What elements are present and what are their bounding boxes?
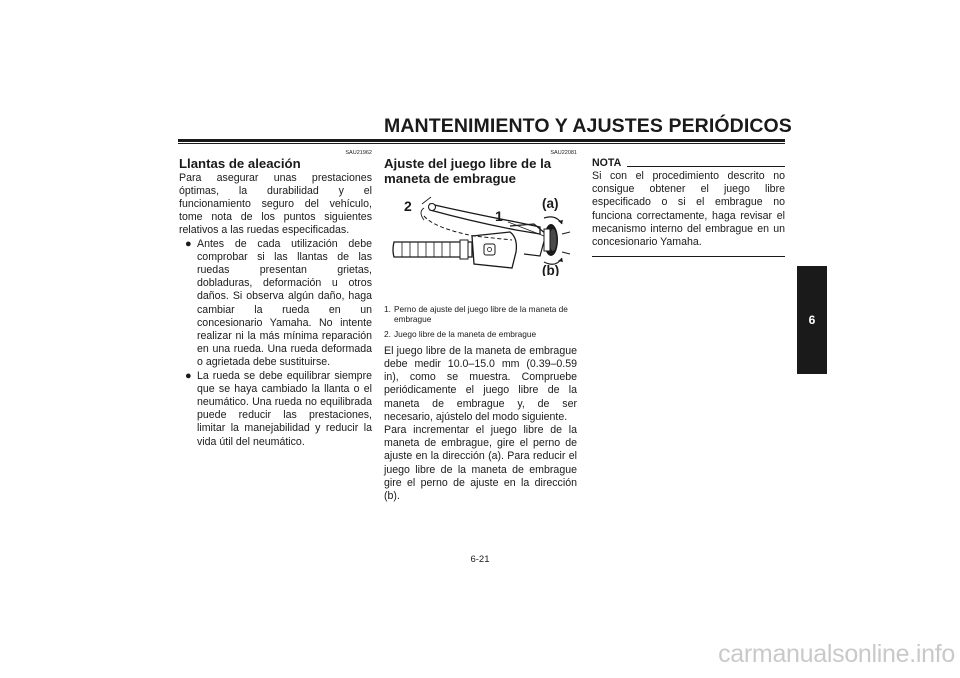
clutch-lever-illustration xyxy=(384,194,577,276)
bullet-text: Antes de cada utilización debe comprobar si las llantas de las ruedas presentan grietas, dobladuras, deformación u otros daños. Si observa algún daño, haga cambiar la rueda en un concesionario Yamaha. No intente realizar ni la más mínima reparación en una rueda. Una rueda deformada o agrietada debe sustituirse. xyxy=(197,237,372,369)
free-play-arrow xyxy=(421,208,424,220)
switch-housing-icon xyxy=(472,232,516,268)
section-code: SAU22081 xyxy=(550,150,577,156)
adjusting-bolt-icon xyxy=(544,224,570,256)
bullet-icon: ● xyxy=(185,369,192,382)
page-title: MANTENIMIENTO Y AJUSTES PERIÓDICOS xyxy=(384,115,792,137)
nota-rule xyxy=(627,166,785,167)
caption-item xyxy=(384,304,577,324)
caption-number: 2. xyxy=(384,328,391,339)
bullet-text: La rueda se debe equilibrar siempre que se haya cambiado la llanta o el neumático. Una rueda no equilibrada puede reducir las prestaciones, limitar la manejabilidad y reducir la vida útil del neumático. xyxy=(197,369,372,448)
figure-label-a: (a) xyxy=(542,196,559,211)
bullet-item xyxy=(179,238,372,370)
bullet-icon: ● xyxy=(185,237,192,250)
header-rule xyxy=(178,139,785,142)
bullet-item xyxy=(179,370,372,449)
section-code: SAU21962 xyxy=(345,150,372,156)
nota-bottom-rule xyxy=(592,256,785,257)
column-clutch-adjustment xyxy=(384,150,577,503)
figure-caption xyxy=(384,304,577,339)
handlebar-grip-icon xyxy=(393,240,472,259)
section-heading: Ajuste del juego libre de la maneta de embrague xyxy=(384,156,552,186)
header-rule-thin xyxy=(178,143,785,144)
nota-text: Si con el procedimiento descrito no consigue obtener el juego libre especificado o si el embrague no funciona correctamente, haga revisar el mecanismo interno del embrague en un concesionario Yamaha. xyxy=(592,170,785,249)
figure-label-2: 2 xyxy=(404,198,412,214)
caption-item xyxy=(384,329,577,339)
watermark: carmanualsonline.info xyxy=(718,640,955,668)
column-alloy-wheels xyxy=(179,150,372,449)
section-heading: Llantas de aleación xyxy=(179,156,301,171)
column-nota xyxy=(592,150,785,257)
figure-label-b: (b) xyxy=(542,263,560,276)
free-play-spec-paragraph: El juego libre de la maneta de embrague debe medir 10.0–15.0 mm (0.39–0.59 in), como se muestra. Compruebe periódicamente el juego libre de la maneta de embrague y, de ser necesario, ajústelo del modo siguiente. xyxy=(384,344,577,423)
page-number: 6-21 xyxy=(470,554,490,565)
figure-label-1: 1 xyxy=(495,208,503,224)
section-intro: Para asegurar unas prestaciones óptimas, la durabilidad y el funcionamiento seguro del vehículo, tome nota de los puntos siguientes relativos a las ruedas especificadas. xyxy=(179,171,372,237)
chapter-tab: 6 xyxy=(797,266,827,374)
caption-text: Juego libre de la maneta de embrague xyxy=(394,328,537,339)
caption-number: 1. xyxy=(384,304,391,315)
nota-title: NOTA xyxy=(592,157,622,169)
nota-heading xyxy=(592,157,785,170)
adjustment-paragraph: Para incrementar el juego libre de la maneta de embrague, gire el perno de ajuste en la dirección (a). Para reducir el juego libre de la maneta de embrague gire el perno de ajuste en la dirección (b). xyxy=(384,424,577,503)
leader-line xyxy=(422,197,431,204)
caption-text: Perno de ajuste del juego libre de la maneta de embrague xyxy=(394,304,568,325)
direction-a-arrow-icon xyxy=(544,217,562,224)
